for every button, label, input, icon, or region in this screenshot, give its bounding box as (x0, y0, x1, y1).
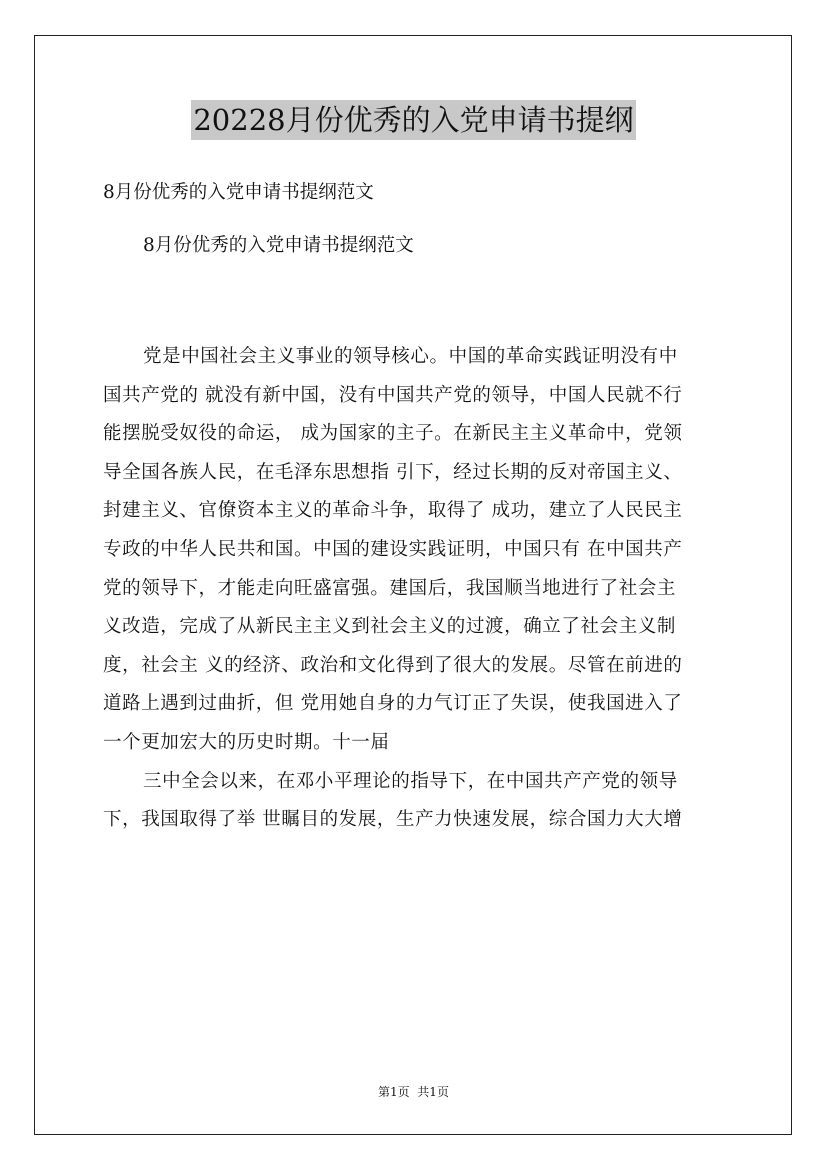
document-title: 20228月份优秀的入党申请书提纲 (191, 100, 635, 140)
paragraph-line: 义改造，完成了从新民主主义到社会主义的过渡，确立了社会主义制 (103, 616, 677, 638)
paragraph-line: 党的领导下，才能走向旺盛富强。建国后，我国顺当地进行了社会主 (103, 577, 677, 599)
paragraph-line: 三中全会以来，在邓小平理论的指导下，在中国共产产党的领导 (143, 770, 678, 792)
paragraph-line: 能摆脱受奴役的命运， 成为国家的主子。在新民主主义革命中，党领 (103, 423, 683, 445)
document-subtitle-indented: 8月份优秀的入党申请书提纲范文 (143, 235, 414, 256)
paragraph-line: 一个更加宏大的历史时期。十一届 (103, 731, 390, 753)
paragraph-line: 导全国各族人民，在毛泽东思想指 引下，经过长期的反对帝国主义、 (103, 461, 683, 483)
paragraph-line: 封建主义、官僚资本主义的革命斗争，取得了 成功，建立了人民民主 (103, 500, 683, 522)
page-footer: 第1页 共1页 (378, 1085, 449, 1099)
paragraph-line: 下，我国取得了举 世瞩目的发展，生产力快速发展，综合国力大大增 (103, 809, 683, 831)
paragraph-line: 道路上遇到过曲折，但 党用她自身的力气订正了失误，使我国进入了 (103, 693, 683, 715)
document-subtitle: 8月份优秀的入党申请书提纲范文 (103, 182, 374, 203)
document-body (103, 338, 743, 840)
paragraph-line: 国共产党的 就没有新中国，没有中国共产党的领导，中国人民就不行 (103, 384, 683, 406)
paragraph-line: 党是中国社会主义事业的领导核心。中国的革命实践证明没有中 (143, 346, 678, 367)
title-container (0, 100, 827, 140)
paragraph-line: 度，社会主 义的经济、政治和文化得到了很大的发展。尽管在前进的 (103, 654, 683, 676)
paragraph-line: 专政的中华人民共和国。中国的建设实践证明，中国只有 在中国共产 (103, 538, 683, 560)
